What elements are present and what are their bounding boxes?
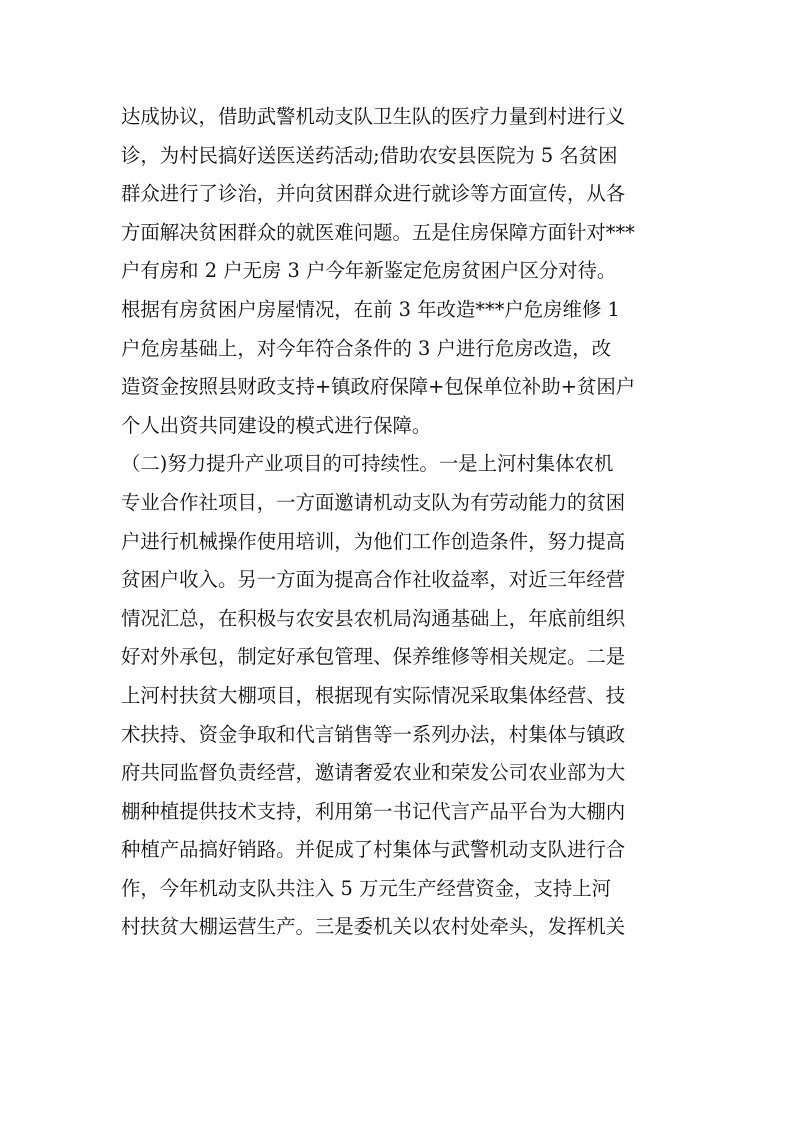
text-line: 村扶贫大棚运营生产。三是委机关以农村处牵头，发挥机关 xyxy=(121,915,626,939)
text-line: 户危房基础上，对今年符合条件的 3 户进行危房改造，改 xyxy=(121,336,612,360)
text-line: 术扶持、资金争取和代言销售等一系列办法，村集体与镇政 xyxy=(121,722,626,746)
text-line: 个人出资共同建设的模式进行保障。 xyxy=(121,413,432,437)
text-line: （二)努力提升产业项目的可持续性。一是上河村集体农机 xyxy=(121,452,614,476)
text-line: 造资金按照县财政支持+镇政府保障+包保单位补助+贫困户 xyxy=(121,375,636,399)
text-line: 户进行机械操作使用培训，为他们工作创造条件，努力提高 xyxy=(121,529,626,553)
text-line: 专业合作社项目，一方面邀请机动支队为有劳动能力的贫困 xyxy=(121,490,626,514)
text-line: 情况汇总，在积极与农安县农机局沟通基础上，年底前组织 xyxy=(121,606,626,630)
text-line: 户有房和 2 户无房 3 户今年新鉴定危房贫困户区分对待。 xyxy=(121,259,617,283)
text-line: 棚种植提供技术支持，利用第一书记代言产品平台为大棚内 xyxy=(121,799,626,823)
text-line: 群众进行了诊治，并向贫困群众进行就诊等方面宣传，从各 xyxy=(121,182,626,206)
text-line: 好对外承包，制定好承包管理、保养维修等相关规定。二是 xyxy=(121,645,626,669)
text-line: 达成协议，借助武警机动支队卫生队的医疗力量到村进行义 xyxy=(121,105,626,128)
text-line: 种植产品搞好销路。并促成了村集体与武警机动支队进行合 xyxy=(121,838,626,862)
text-line: 作，今年机动支队共注入 5 万元生产经营资金，支持上河 xyxy=(121,876,612,900)
text-line: 诊，为村民搞好送医送药活动;借助农安县医院为 5 名贫困 xyxy=(121,143,618,167)
text-line: 方面解决贫困群众的就医难问题。五是住房保障方面针对*** xyxy=(121,220,635,244)
text-line: 上河村扶贫大棚项目，根据现有实际情况采取集体经营、技 xyxy=(121,683,626,707)
text-line: 根据有房贫困户房屋情况，在前 3 年改造***户危房维修 1 xyxy=(121,297,620,321)
body-text xyxy=(121,98,674,947)
text-line: 府共同监督负责经营，邀请奢爱农业和荣发公司农业部为大 xyxy=(121,761,626,785)
text-line: 贫困户收入。另一方面为提高合作社收益率，对近三年经营 xyxy=(121,568,626,592)
